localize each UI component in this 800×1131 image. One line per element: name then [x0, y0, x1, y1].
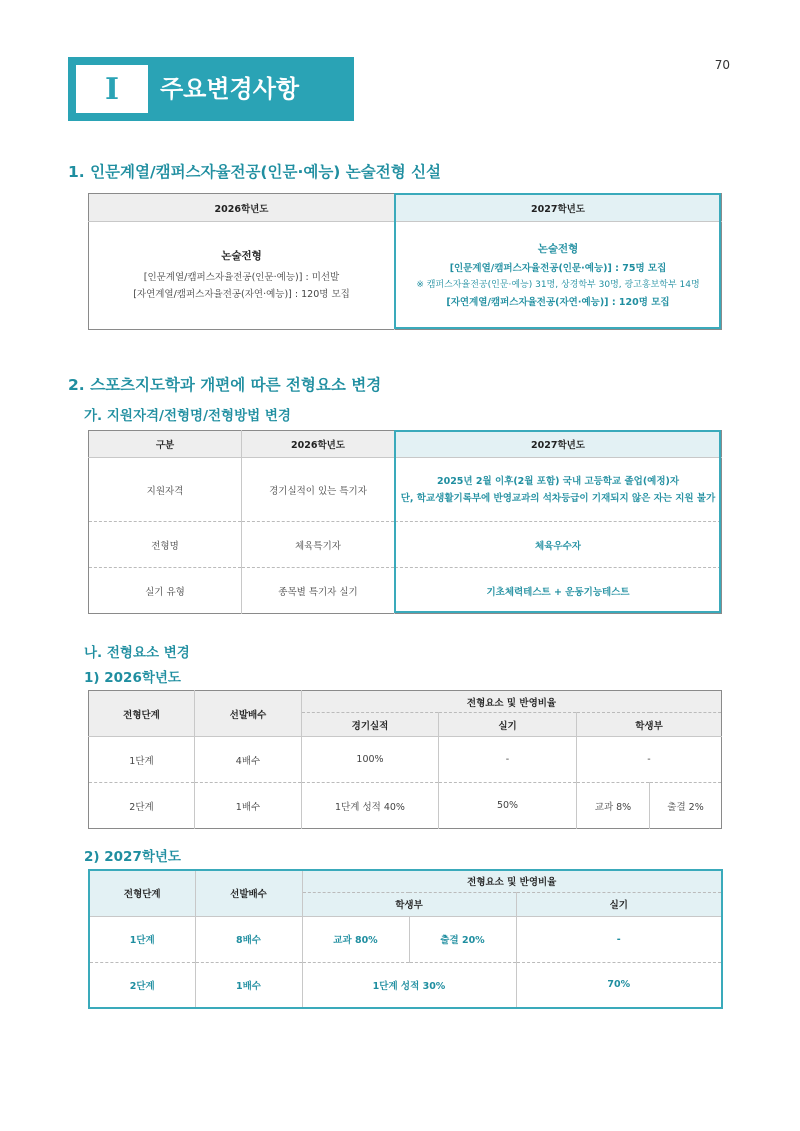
eligibility-new-line2: 단, 학교생활기록부에 반영교과의 석차등급이 기재되지 않은 자는 지원 불가 — [400, 492, 716, 504]
table-row — [89, 916, 722, 962]
stage-cell: 1단계 — [89, 737, 195, 783]
header-practical: 실기 — [439, 713, 577, 737]
old-essay-cell — [89, 222, 395, 330]
header-stage: 전형단계 — [89, 870, 195, 916]
col-2027-header: 2027학년도 — [395, 194, 722, 222]
table-row — [89, 783, 722, 829]
multiplier-cell: 4배수 — [195, 737, 302, 783]
header-2026: 2026학년도 — [242, 431, 395, 458]
subject-grade-cell: 교과 80% — [302, 916, 409, 962]
row-label: 실기 유형 — [89, 568, 242, 614]
header-practical: 실기 — [516, 892, 722, 916]
row-new-value: 체육우수자 — [395, 522, 722, 568]
table-row — [89, 568, 722, 614]
row-old-value: 종목별 특기자 실기 — [242, 568, 395, 614]
row-label: 지원자격 — [89, 458, 242, 522]
subject-grade-cell: 교과 8% — [577, 783, 650, 829]
row-new-value — [395, 458, 722, 522]
competition-cell: 1단계 성적 40% — [302, 783, 439, 829]
stage-cell: 2단계 — [89, 962, 195, 1008]
essay-admission-table — [88, 193, 722, 330]
table-row — [89, 458, 722, 522]
table-row — [89, 737, 722, 783]
eligibility-table — [88, 430, 722, 614]
subsection-a-heading: 가. 지원자격/전형명/전형방법 변경 — [84, 408, 291, 424]
header-school-record: 학생부 — [577, 713, 722, 737]
section1-heading: 1. 인문계열/캠퍼스자율전공(인문·예능) 논술전형 신설 — [68, 163, 442, 181]
stage-cell: 2단계 — [89, 783, 195, 829]
practical-cell: - — [439, 737, 577, 783]
multiplier-cell: 1배수 — [195, 783, 302, 829]
old-essay-line2: [자연계열/캠퍼스자율전공(자연·예능)] : 120명 모집 — [133, 289, 350, 300]
school-record-cell: 1단계 성적 30% — [302, 962, 516, 1008]
practical-cell: 70% — [607, 979, 631, 991]
practical-cell: 50% — [439, 783, 577, 829]
competition-cell: 100% — [302, 737, 439, 783]
subsection-b-heading: 나. 전형요소 변경 — [84, 645, 190, 661]
row-old-value: 경기실적이 있는 특기자 — [242, 458, 395, 522]
new-essay-title: 논술전형 — [537, 242, 579, 255]
table-row — [89, 962, 722, 1008]
new-essay-line1: [인문계열/캠퍼스자율전공(인문·예능)] : 75명 모집 — [449, 262, 667, 274]
multiplier-cell: 8배수 — [195, 916, 302, 962]
header-multiplier: 선발배수 — [195, 691, 302, 737]
subsection-b2-heading: 2) 2027학년도 — [84, 849, 181, 865]
row-new-value: 기초체력테스트 + 운동기능테스트 — [486, 586, 630, 598]
row-label: 전형명 — [89, 522, 242, 568]
header-category: 구분 — [89, 431, 242, 458]
header-multiplier: 선발배수 — [195, 870, 302, 916]
new-essay-line2: [자연계열/캠퍼스자율전공(자연·예능)] : 120명 모집 — [446, 296, 670, 308]
section2-heading: 2. 스포츠지도학과 개편에 따른 전형요소 변경 — [68, 376, 382, 394]
multiplier-cell: 1배수 — [195, 962, 302, 1008]
header-elements-group: 전형요소 및 반영비율 — [302, 870, 722, 892]
old-essay-line1: [인문계열/캠퍼스자율전공(인문·예능)] : 미선발 — [143, 272, 340, 283]
chapter-title: 주요변경사항 — [160, 75, 300, 103]
header-2027: 2027학년도 — [395, 431, 722, 458]
attendance-cell: 출결 20% — [409, 916, 516, 962]
eligibility-new-line1: 2025년 2월 이후(2월 포함) 국내 고등학교 졸업(예정)자 — [436, 475, 680, 487]
attendance-cell: 출결 2% — [667, 801, 704, 813]
stage-cell: 1단계 — [89, 916, 195, 962]
row-old-value: 체육특기자 — [242, 522, 395, 568]
elements-2027-table — [88, 869, 723, 1009]
header-school-record: 학생부 — [302, 892, 516, 916]
elements-2026-table — [88, 690, 722, 829]
new-essay-cell — [395, 222, 722, 330]
subsection-b1-heading: 1) 2026학년도 — [84, 670, 181, 686]
practical-cell: - — [516, 916, 722, 962]
table-row — [89, 522, 722, 568]
chapter-numeral: I — [76, 65, 148, 113]
header-elements-group: 전형요소 및 반영비율 — [302, 691, 722, 713]
school-record-cell: - — [577, 737, 722, 783]
old-essay-title: 논술전형 — [221, 250, 262, 262]
header-stage: 전형단계 — [89, 691, 195, 737]
header-competition: 경기실적 — [302, 713, 439, 737]
col-2026-header: 2026학년도 — [89, 194, 395, 222]
page-number: 70 — [714, 58, 730, 72]
chapter-banner — [68, 57, 354, 121]
new-essay-note: ※ 캠퍼스자율전공(인문·예능) 31명, 상경학부 30명, 광고홍보학부 14명 — [416, 279, 700, 290]
